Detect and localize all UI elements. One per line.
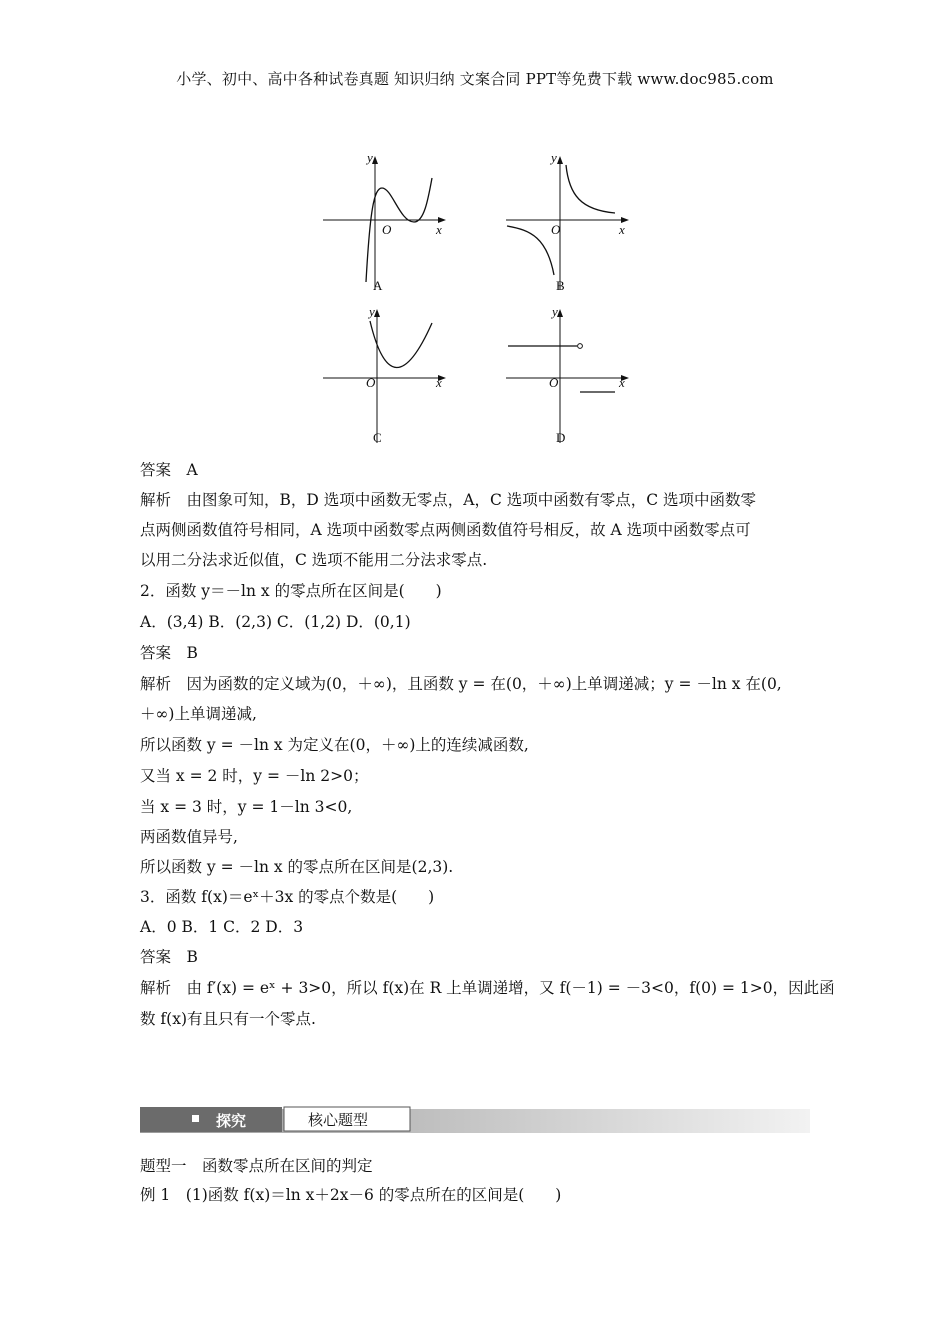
- answer-2: 答案 B: [140, 644, 198, 662]
- graph-b-origin: O: [551, 222, 561, 237]
- graph-a-caption: A: [373, 278, 383, 293]
- section-banner: [140, 1106, 810, 1136]
- analysis-2-line-3: 所以函数 y = －ln x 为定义在(0，＋∞)上的连续减函数,: [140, 736, 529, 754]
- graph-d: [503, 303, 633, 448]
- graph-a-origin: O: [382, 222, 392, 237]
- graph-b-caption: B: [556, 278, 565, 293]
- graph-c-y-label: y: [369, 304, 375, 319]
- analysis-1-line-3: 以用二分法求近似值，C 选项不能用二分法求零点.: [140, 551, 488, 569]
- graph-d-origin: O: [549, 375, 559, 390]
- analysis-1-line-1: 解析 由图象可知，B，D 选项中函数无零点，A，C 选项中函数有零点，C 选项中函数零: [140, 491, 757, 509]
- graph-d-x-label: x: [619, 375, 625, 390]
- analysis-1-line-2: 点两侧函数值符号相同，A 选项中函数零点两侧函数值符号相反，故 A 选项中函数零点可: [140, 521, 751, 539]
- analysis-2-line-4: 又当 x = 2 时，y = －ln 2>0；: [140, 767, 369, 785]
- analysis-2-line-5: 当 x = 3 时，y = 1－ln 3<0,: [140, 798, 353, 816]
- graph-c-x-label: x: [436, 375, 442, 390]
- graph-b-y-label: y: [551, 150, 557, 165]
- question-2: 2．函数 y＝－ln x 的零点所在区间是( ): [140, 582, 442, 600]
- graph-a-x-label: x: [436, 222, 442, 237]
- graph-c-origin: O: [366, 375, 376, 390]
- analysis-2-line-2: ＋∞)上单调递减,: [140, 705, 257, 723]
- analysis-2-line-1: 解析 因为函数的定义域为(0，＋∞)，且函数 y = 在(0，＋∞)上单调递减；y = －ln x 在(0,: [140, 675, 782, 693]
- graph-c: [320, 303, 450, 448]
- graph-a-y-label: y: [367, 150, 373, 165]
- question-2-options: A．(3,4) B．(2,3) C．(1,2) D．(0,1): [140, 613, 411, 631]
- analysis-2-line-6: 两函数值异号,: [140, 828, 238, 846]
- analysis-3-line-1: 解析 由 f′(x) = eˣ + 3>0，所以 f(x)在 R 上单调递增，又 f(－1) = －3<0，f(0) = 1>0，因此函: [140, 979, 835, 997]
- graph-c-caption: C: [373, 430, 382, 445]
- banner-left-label: 探究: [216, 1112, 247, 1130]
- analysis-3-line-2: 数 f(x)有且只有一个零点.: [140, 1010, 316, 1028]
- question-3-options: A．0 B．1 C．2 D．3: [140, 918, 304, 936]
- banner-right-label: 核心题型: [308, 1111, 369, 1129]
- answer-3: 答案 B: [140, 948, 198, 966]
- question-3: 3．函数 f(x)＝eˣ＋3x 的零点个数是( ): [140, 888, 435, 906]
- analysis-2-line-7: 所以函数 y = －ln x 的零点所在区间是(2,3).: [140, 858, 454, 876]
- section-title: 题型一 函数零点所在区间的判定: [140, 1157, 373, 1175]
- example-1: 例 1 (1)函数 f(x)＝ln x＋2x－6 的零点所在的区间是( ): [140, 1186, 562, 1204]
- graph-d-y-label: y: [552, 304, 558, 319]
- graph-b-x-label: x: [619, 222, 625, 237]
- page-header: 小学、初中、高中各种试卷真题 知识归纳 文案合同 PPT等免费下载 www.doc985.com: [176, 70, 774, 88]
- graph-a: [320, 150, 450, 295]
- answer-1: 答案 A: [140, 461, 198, 479]
- graph-b: [503, 150, 633, 295]
- graph-d-caption: D: [556, 430, 566, 445]
